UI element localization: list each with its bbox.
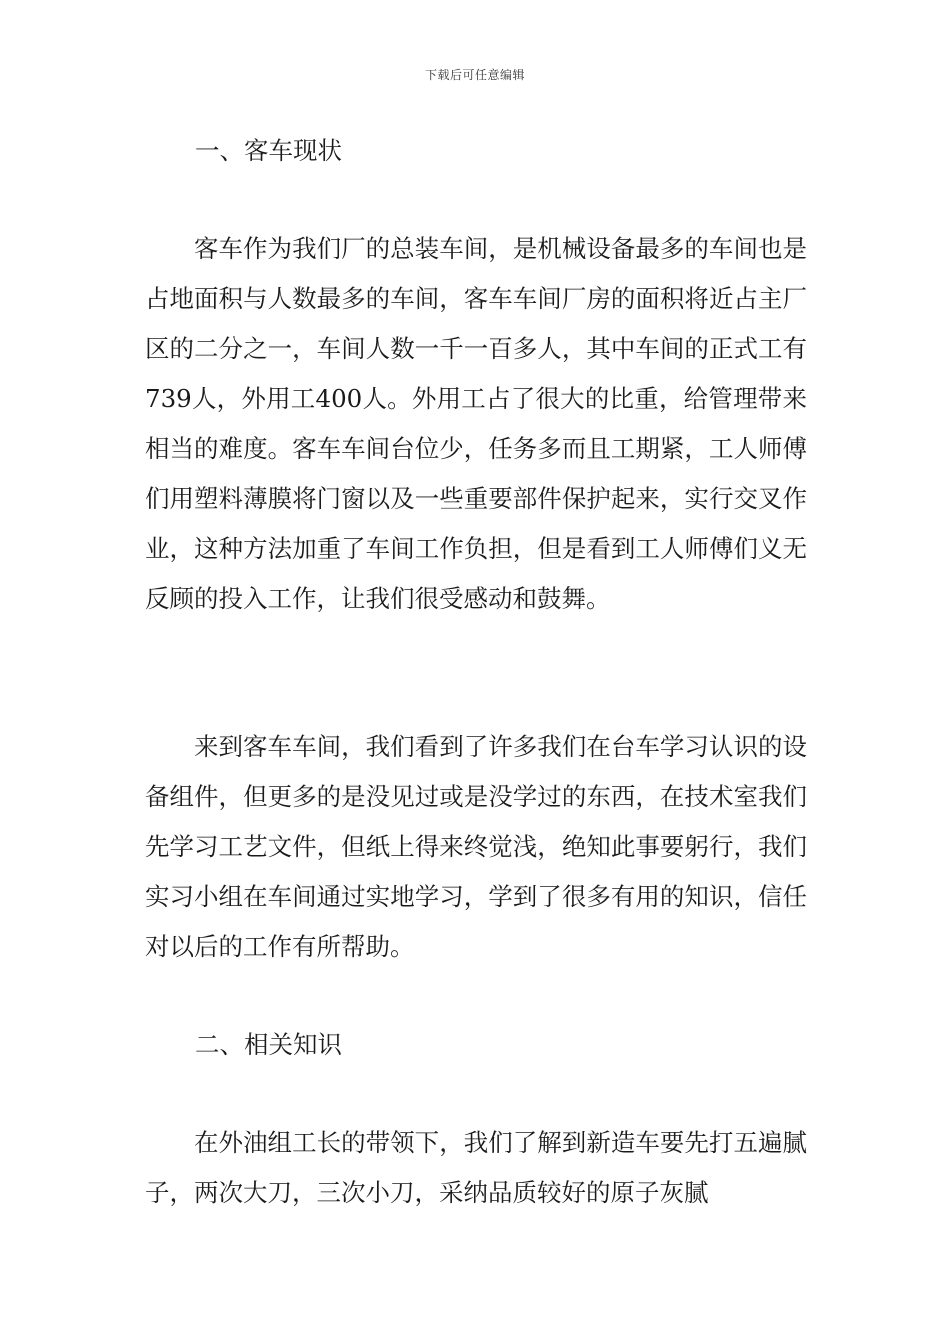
page-header-note: 下载后可任意编辑 [424,68,525,82]
paragraph-bus-workshop-overview: 客车作为我们厂的总装车间，是机械设备最多的车间也是占地面积与人数最多的车间，客车车间厂房的面积将近占主厂区的二分之一，车间人数一千一百多人，其中车间的正式工有739人，外用工400人。外用工占了很大的比重，给管理带来相当的难度。客车车间台位少，任务多而且工期紧，工人师傅们用塑料薄膜将门窗以及一些重要部件保护起来，实行交叉作业，这种方法加重了车间工作负担，但是看到工人师傅们义无反顾的投入工作，让我们很受感动和鼓舞。 [145,234,807,613]
section-heading-current-status: 一、客车现状 [195,136,342,165]
paragraph-putty-process: 在外油组工长的带领下，我们了解到新造车要先打五遍腻子，两次大刀，三次小刀，采纳品质较好的原子灰腻 [145,1128,807,1207]
paragraph-bus-workshop-learning: 来到客车车间，我们看到了许多我们在台车学习认识的设备组件，但更多的是没见过或是没学过的东西，在技术室我们先学习工艺文件，但纸上得来终觉浅，绝知此事要躬行，我们实习小组在车间通过实地学习，学到了很多有用的知识，信任对以后的工作有所帮助。 [145,732,807,961]
section-heading-related-knowledge: 二、相关知识 [195,1030,342,1059]
